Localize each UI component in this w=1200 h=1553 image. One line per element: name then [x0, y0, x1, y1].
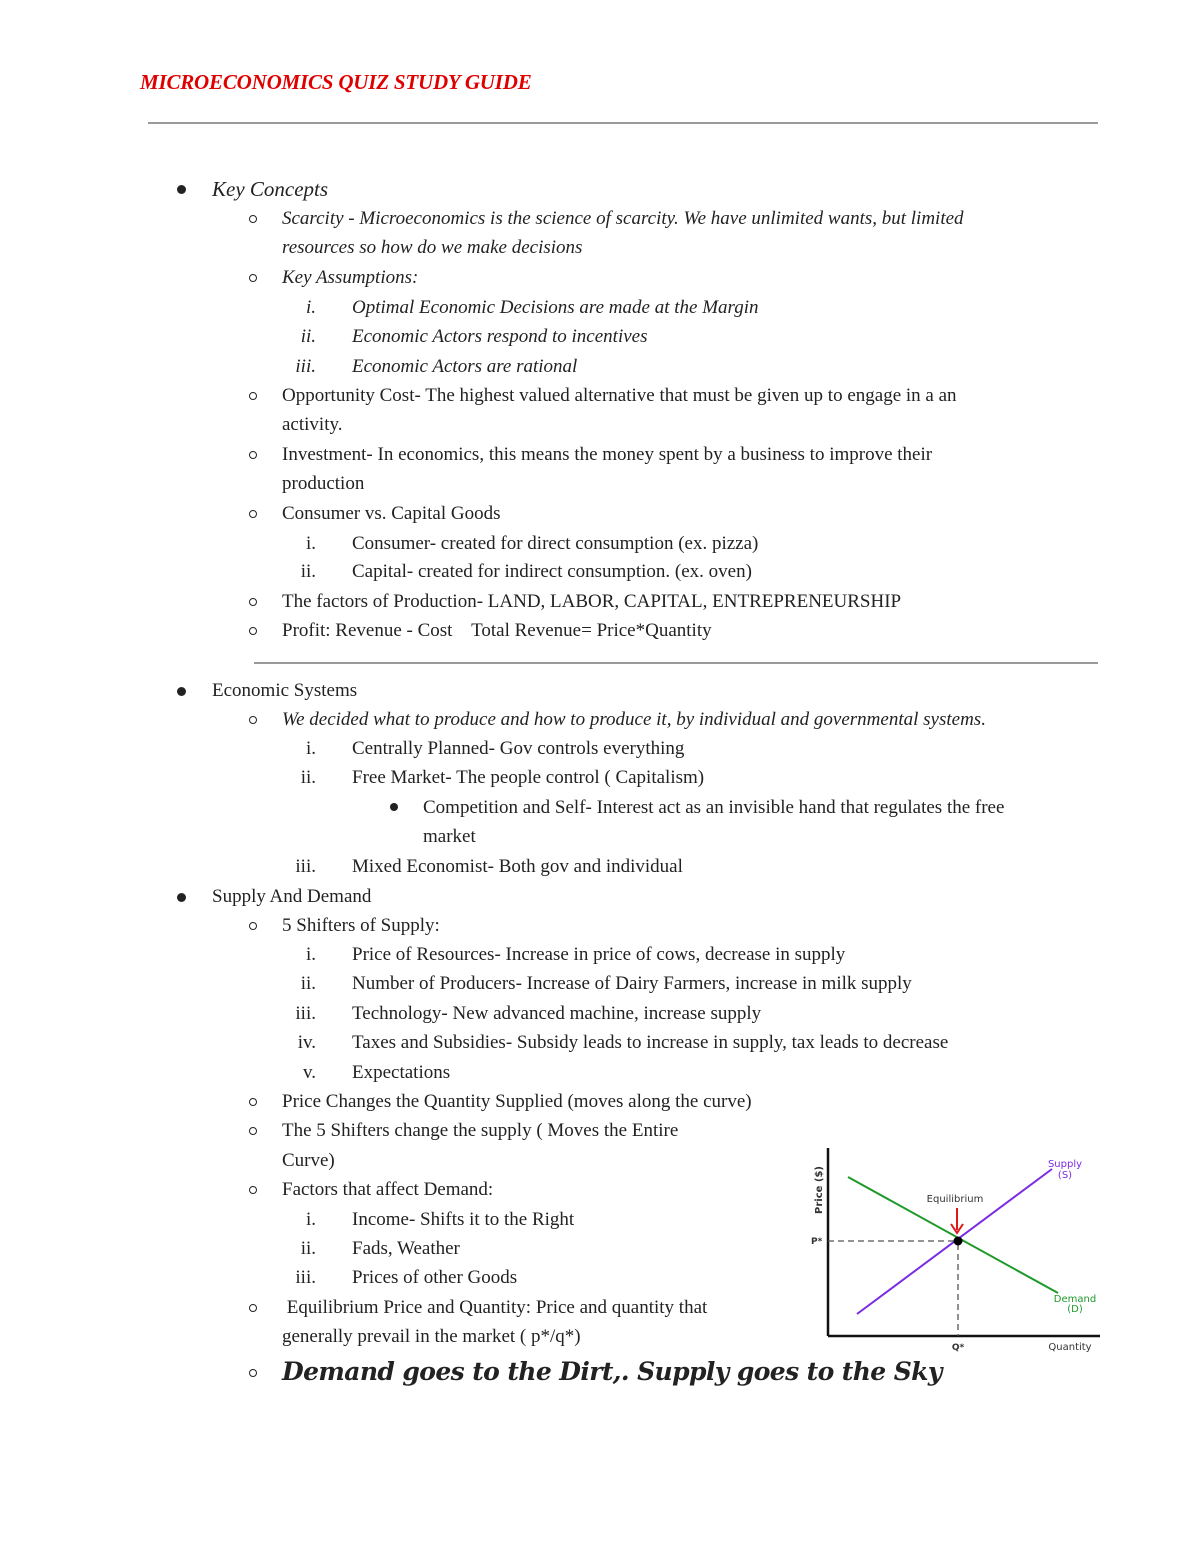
circle-bullet-icon: [249, 922, 257, 930]
equilibrium-line-2: generally prevail in the market ( p*/q*): [282, 1326, 581, 1347]
graph-y-label: Price ($): [814, 1166, 825, 1214]
supply-demand-graph: [808, 1140, 1108, 1360]
circle-bullet-icon: [249, 1369, 257, 1377]
profit-line: Profit: Revenue - Cost Total Revenue= Price*Quantity: [282, 620, 712, 641]
demand-symbol: (D): [1067, 1304, 1083, 1315]
list-item: Number of Producers- Increase of Dairy Farmers, increase in milk supply: [352, 973, 912, 994]
circle-bullet-icon: [249, 392, 257, 400]
equilibrium-label: Equilibrium: [926, 1194, 984, 1205]
opportunity-cost-line-2: activity.: [282, 414, 343, 435]
bullet-icon: [177, 893, 186, 902]
bullet-icon: [177, 185, 186, 194]
key-assumptions: Key Assumptions:: [282, 267, 419, 288]
five-shifters-line-2: Curve): [282, 1150, 335, 1171]
list-item: Technology- New advanced machine, increase supply: [352, 1003, 762, 1024]
equilibrium-point: [954, 1237, 963, 1246]
demand-label: Demand: [1053, 1294, 1097, 1305]
list-item: Fads, Weather: [352, 1238, 460, 1259]
economic-systems-heading: Economic Systems: [212, 680, 358, 701]
circle-bullet-icon: [249, 1304, 257, 1312]
circle-bullet-icon: [249, 215, 257, 223]
list-item: Taxes and Subsidies- Subsidy leads to increase in supply, tax leads to decrease: [352, 1032, 949, 1053]
list-item: Economic Actors are rational: [352, 356, 578, 377]
circle-bullet-icon: [249, 1098, 257, 1106]
equilibrium-line-1: Equilibrium Price and Quantity: Price and quantity that: [282, 1297, 708, 1318]
supply-symbol: (S): [1057, 1170, 1073, 1181]
factors-of-production: The factors of Production- LAND, LABOR, CAPITAL, ENTREPRENEURSHIP: [282, 591, 902, 612]
circle-bullet-icon: [249, 451, 257, 459]
invisible-hand-line-2: market: [423, 826, 476, 847]
list-number: ii.: [300, 767, 316, 788]
title-divider: [148, 122, 1098, 124]
list-number: ii.: [300, 1238, 316, 1259]
shifters-of-supply: 5 Shifters of Supply:: [282, 915, 440, 936]
circle-bullet-icon: [249, 510, 257, 518]
list-item: Mixed Economist- Both gov and individual: [352, 856, 683, 877]
circle-bullet-icon: [249, 1186, 257, 1194]
key-concepts-heading: Key Concepts: [212, 177, 329, 201]
list-item: Capital- created for indirect consumption. (ex. oven): [352, 561, 752, 582]
list-number: ii.: [300, 973, 316, 994]
list-item: Economic Actors respond to incentives: [352, 326, 648, 347]
consumer-capital-goods: Consumer vs. Capital Goods: [282, 503, 501, 524]
price-changes-line: Price Changes the Quantity Supplied (moves along the curve): [282, 1091, 752, 1112]
list-item: Optimal Economic Decisions are made at the Margin: [352, 297, 759, 318]
list-item: Consumer- created for direct consumption (ex. pizza): [352, 533, 759, 554]
demand-factors: Factors that affect Demand:: [282, 1179, 494, 1200]
supply-demand-mnemonic: Demand goes to the Dirt,. Supply goes to the Sky: [282, 1357, 942, 1386]
list-item: Free Market- The people control ( Capitalism): [352, 767, 705, 788]
p-star-label: P*: [811, 1237, 823, 1247]
list-item: Income- Shifts it to the Right: [352, 1209, 575, 1230]
investment-line-2: production: [282, 473, 365, 494]
list-number: i.: [305, 1209, 316, 1230]
invisible-hand-line-1: Competition and Self- Interest act as an invisible hand that regulates the free: [423, 797, 1005, 818]
graph-x-label: Quantity: [1048, 1342, 1092, 1353]
list-item: Price of Resources- Increase in price of cows, decrease in supply: [352, 944, 846, 965]
list-number: iii.: [295, 856, 316, 877]
opportunity-cost-line-1: Opportunity Cost- The highest valued alternative that must be given up to engage in a an: [282, 385, 957, 406]
section-divider: [254, 662, 1098, 664]
document-title: MICROECONOMICS QUIZ STUDY GUIDE: [140, 70, 532, 94]
list-number: iii.: [295, 1267, 316, 1288]
list-number: iii.: [295, 1003, 316, 1024]
list-number: ii.: [300, 561, 316, 582]
circle-bullet-icon: [249, 274, 257, 282]
circle-bullet-icon: [249, 598, 257, 606]
circle-bullet-icon: [249, 627, 257, 635]
supply-label: Supply: [1047, 1159, 1083, 1170]
list-number: i.: [305, 533, 316, 554]
circle-bullet-icon: [249, 1127, 257, 1135]
list-number: i.: [305, 297, 316, 318]
supply-demand-heading: Supply And Demand: [212, 886, 372, 907]
circle-bullet-icon: [249, 716, 257, 724]
list-item: Centrally Planned- Gov controls everything: [352, 738, 685, 759]
list-number: iii.: [295, 356, 316, 377]
list-number: ii.: [300, 326, 316, 347]
decided-line: We decided what to produce and how to produce it, by individual and governmental systems.: [282, 709, 986, 730]
list-item: Prices of other Goods: [352, 1267, 518, 1288]
list-number: v.: [302, 1062, 316, 1083]
investment-line-1: Investment- In economics, this means the money spent by a business to improve their: [282, 444, 933, 465]
bullet-icon: [390, 803, 398, 811]
list-number: i.: [305, 738, 316, 759]
bullet-icon: [177, 687, 186, 696]
q-star-label: Q*: [951, 1343, 965, 1353]
scarcity-line-2: resources so how do we make decisions: [282, 237, 583, 258]
list-number: iv.: [297, 1032, 316, 1053]
list-number: i.: [305, 944, 316, 965]
scarcity-line-1: Scarcity - Microeconomics is the science of scarcity. We have unlimited wants, but limited: [282, 208, 964, 229]
list-item: Expectations: [352, 1062, 451, 1083]
five-shifters-line-1: The 5 Shifters change the supply ( Moves the Entire: [282, 1120, 679, 1141]
